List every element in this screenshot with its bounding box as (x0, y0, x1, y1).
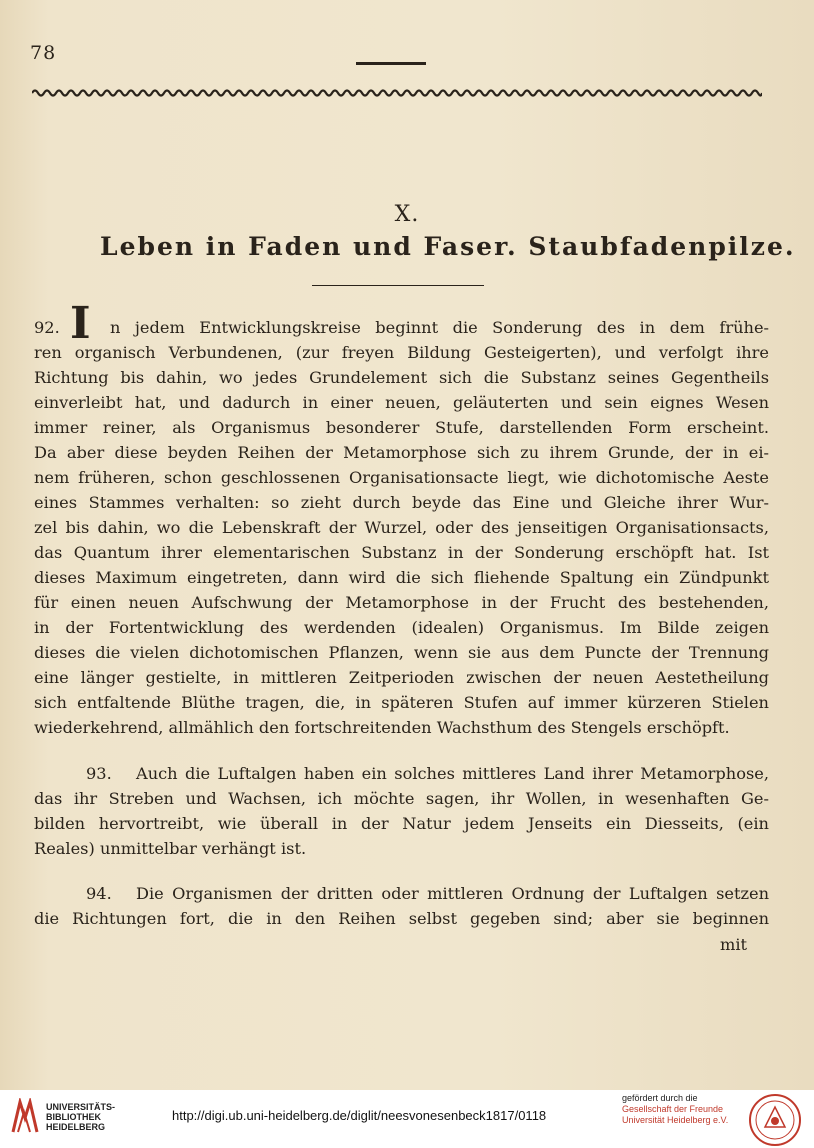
library-name: UNIVERSITÄTS- BIBLIOTHEK HEIDELBERG (46, 1102, 116, 1132)
text-line: in der Fortentwicklung des werdenden (idealen) Organismus. Im Bilde zeigen (34, 618, 769, 637)
section-title: Leben in Faden und Faser. Staubfadenpilze. (100, 232, 796, 261)
text-line: Da aber diese beyden Reihen der Metamorphose sich zu ihrem Grunde, der in ei- (34, 443, 769, 462)
page-number: 78 (30, 42, 57, 64)
catchword: mit (720, 935, 748, 954)
title-rule (312, 285, 484, 286)
text-line: n jedem Entwicklungskreise beginnt die Sonderung des in dem frühe- (110, 318, 769, 337)
text-line: nem früheren, schon geschlossenen Organisationsacte liegt, wie dichotomische Aeste (34, 468, 769, 487)
paragraph-number-94: 94. (86, 884, 112, 903)
text-line: Richtung bis dahin, wo jedes Grundelement sich die Substanz seines Gegentheils (34, 368, 769, 387)
text-line: einverleibt hat, und dadurch in einer neuen, geläuterten und sein eignes Wesen (34, 393, 769, 412)
sponsor-text: gefördert durch die Gesellschaft der Freunde Universität Heidelberg e.V. (622, 1093, 729, 1125)
text-line: wiederkehrend, allmählich den fortschreitenden Wachsthum des Stengels erschöpft. (34, 718, 730, 737)
section-number: X. (394, 202, 420, 227)
text-line: für einen neuen Aufschwung der Metamorphose in der Frucht des bestehenden, (34, 593, 769, 612)
university-seal-icon (748, 1093, 802, 1147)
library-logo-icon (10, 1098, 40, 1134)
drop-cap: I (70, 298, 91, 349)
text-line: Auch die Luftalgen haben ein solches mittleres Land ihrer Metamorphose, (136, 764, 769, 783)
header-rule (356, 62, 426, 65)
text-line: sich entfaltende Blüthe tragen, die, in späteren Stufen auf immer kürzeren Stielen (34, 693, 769, 712)
text-line: dieses die vielen dichotomischen Pflanzen, wenn sie aus dem Puncte der Trennung (34, 643, 769, 662)
paragraph-number-93: 93. (86, 764, 112, 783)
text-line: Die Organismen der dritten oder mittleren Ordnung der Luftalgen setzen (136, 884, 769, 903)
ornamental-rule (32, 88, 762, 98)
text-line: dieses Maximum eingetreten, dann wird die sich fliehende Spaltung ein Zündpunkt (34, 568, 769, 587)
text-line: das Quantum ihrer elementarischen Substanz in der Sonderung erschöpft hat. Ist (34, 543, 769, 562)
text-line: das ihr Streben und Wachsen, ich möchte sagen, ihr Wollen, in wesenhaften Ge- (34, 789, 769, 808)
text-line: immer reiner, als Organismus besonderer Stufe, darstellenden Form erscheint. (34, 418, 769, 437)
text-line: bilden hervortreibt, wie überall in der Natur jedem Jenseits ein Diesseits, (ein (34, 814, 769, 833)
source-url-link[interactable]: http://digi.ub.uni-heidelberg.de/diglit/neesvonesenbeck1817/0118 (172, 1108, 547, 1123)
text-line: zel bis dahin, wo die Lebenskraft der Wurzel, oder des jenseitigen Organisationsacts, (34, 518, 769, 537)
text-line: eine länger gestielte, in mittleren Zeitperioden zwischen der neuen Aestetheilung (34, 668, 769, 687)
text-line: ren organisch Verbundenen, (zur freyen Bildung Gesteigerten), und verfolgt ihre (34, 343, 769, 362)
text-line: eines Stammes verhalten: so zieht durch beyde das Eine und Gleiche ihrer Wur- (34, 493, 769, 512)
text-line: Reales) unmittelbar verhängt ist. (34, 839, 307, 858)
text-line: die Richtungen fort, die in den Reihen selbst gegeben sind; aber sie beginnen (34, 909, 769, 928)
